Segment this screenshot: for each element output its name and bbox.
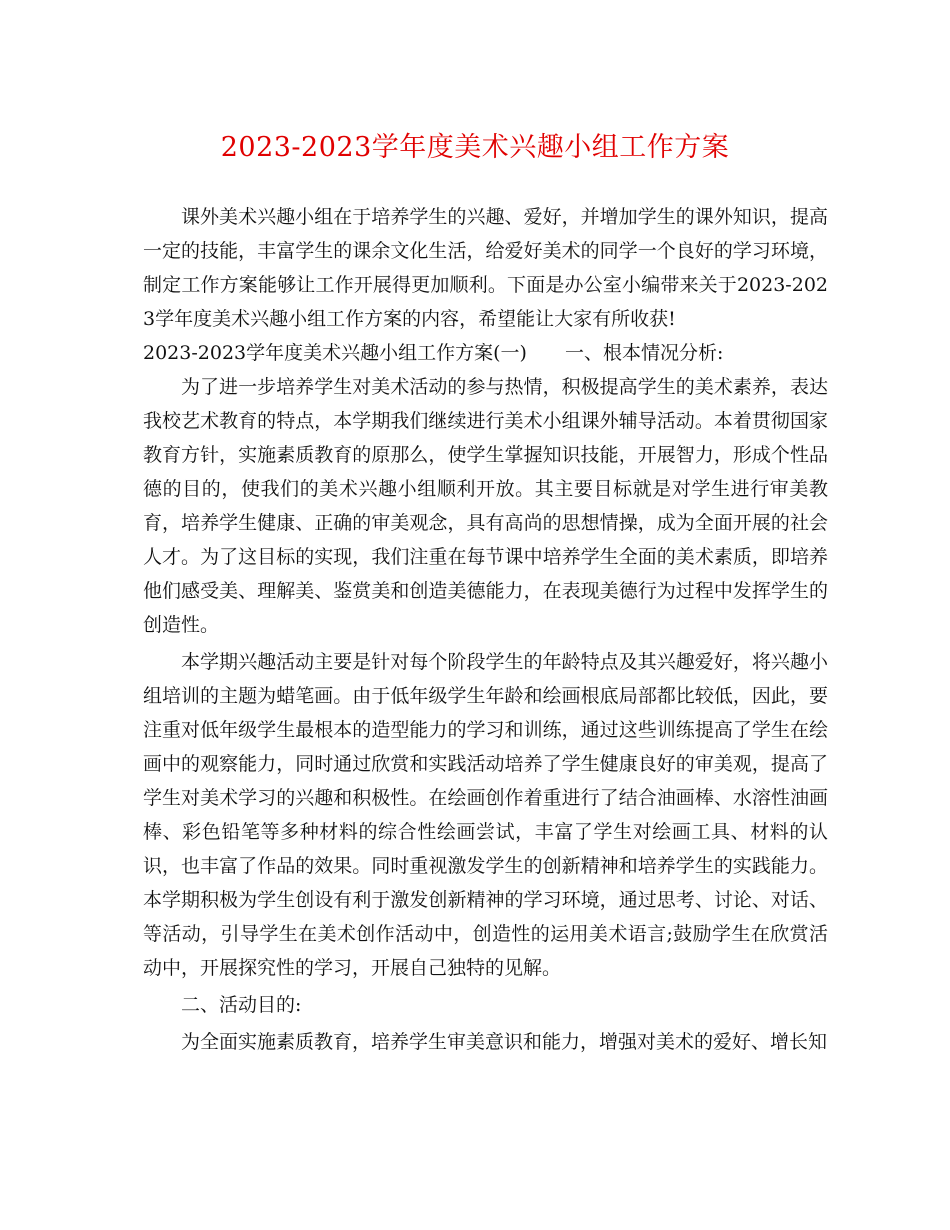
paragraph-1: 为了进一步培养学生对美术活动的参与热情，积极提高学生的美术素养，表达我校艺术教育的特点，本学期我们继续进行美术小组课外辅导活动。本着贯彻国家教育方针，实施素质教育的原那么，使学生掌握知识技能，开展智力，形成个性品德的目的，使我们的美术兴趣小组顺利开放。其主要目标就是对学生进行审美教育，培养学生健康、正确的审美观念，具有高尚的思想情操，成为全面开展的社会人才。为了这目标的实现，我们注重在每节课中培养学生全面的美术素质，即培养他们感受美、理解美、鉴赏美和创造美德能力，在表现美德行为过程中发挥学生的创造性。 xyxy=(143,376,828,636)
paragraph-3: 为全面实施素质教育，培养学生审美意识和能力，增强对美术的爱好、增长知 xyxy=(181,1031,828,1053)
document-body xyxy=(143,200,828,1059)
document-title: 2023-2023学年度美术兴趣小组工作方案 xyxy=(220,132,730,163)
plan-heading: 2023-2023学年度美术兴趣小组工作方案(一) xyxy=(143,342,527,364)
intro-paragraph: 课外美术兴趣小组在于培养学生的兴趣、爱好，并增加学生的课外知识，提高一定的技能，丰富学生的课余文化生活，给爱好美术的同学一个良好的学习环境，制定工作方案能够让工作开展得更加顺利。下面是办公室小编带来关于2023-2023学年度美术兴趣小组工作方案的内容，希望能让大家有所收获! xyxy=(143,206,828,330)
plan-subheading-line xyxy=(143,336,828,370)
section2-heading: 二、活动目的: xyxy=(181,994,302,1016)
paragraph-2: 本学期兴趣活动主要是针对每个阶段学生的年龄特点及其兴趣爱好，将兴趣小组培训的主题为蜡笔画。由于低年级学生年龄和绘画根底局部都比较低，因此，要注重对低年级学生最根本的造型能力的学习和训练，通过这些训练提高了学生在绘画中的观察能力，同时通过欣赏和实践活动培养了学生健康良好的审美观，提高了学生对美术学习的兴趣和积极性。在绘画创作着重进行了结合油画棒、水溶性油画棒、彩色铅笔等多种材料的综合性绘画尝试，丰富了学生对绘画工具、材料的认识，也丰富了作品的效果。同时重视激发学生的创新精神和培养学生的实践能力。本学期积极为学生创设有利于激发创新精神的学习环境，通过思考、讨论、对话、等活动，引导学生在美术创作活动中，创造性的运用美术语言;鼓励学生在欣赏活动中，开展探究性的学习，开展自己独特的见解。 xyxy=(143,651,828,979)
section1-heading: 一、根本情况分析: xyxy=(564,342,724,364)
